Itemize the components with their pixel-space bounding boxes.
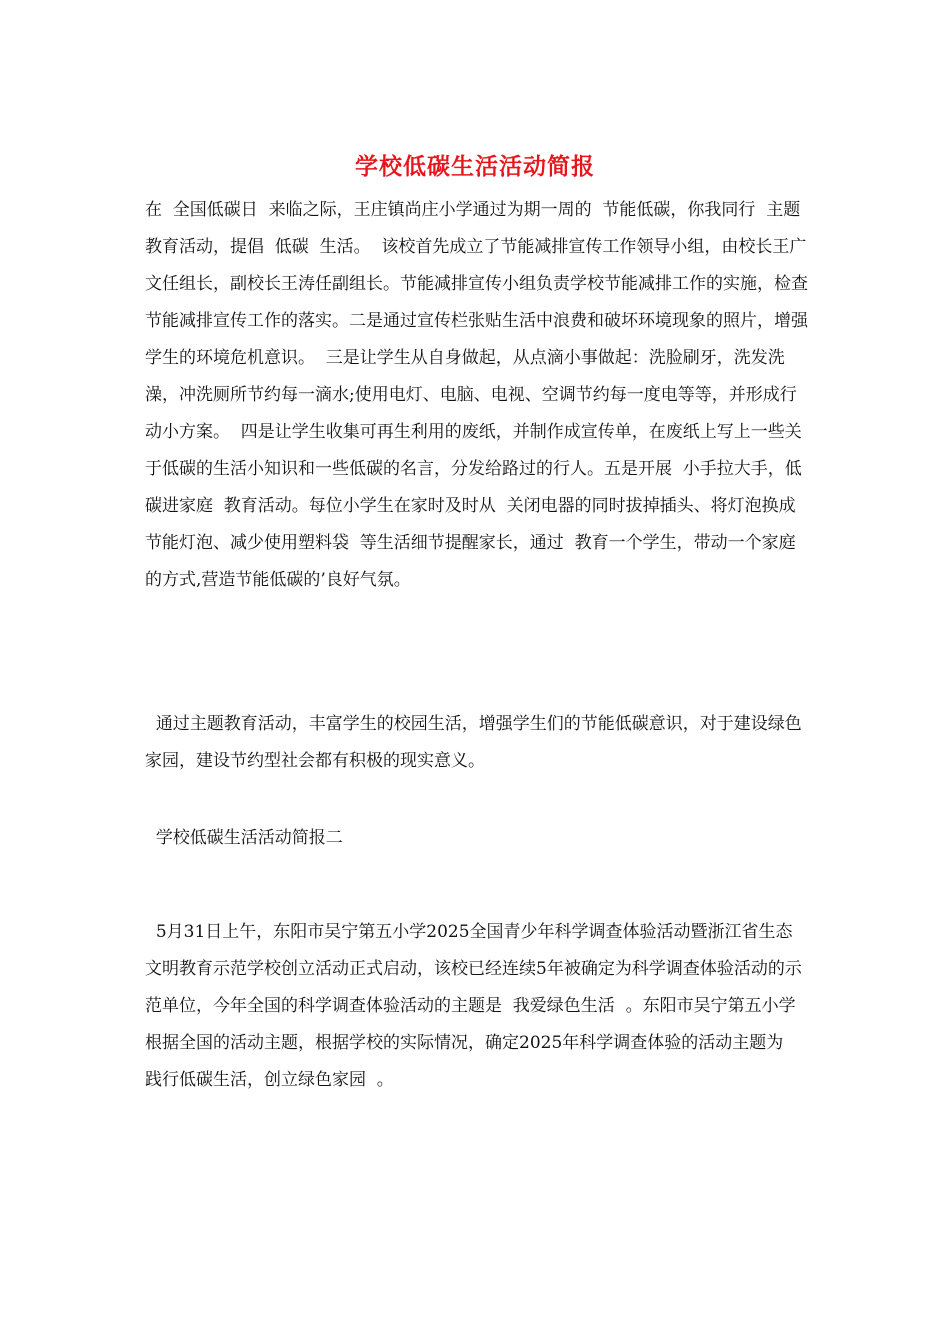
paragraph-second-report: 5月31日上午，东阳市吴宁第五小学2025全国青少年科学调查体验活动暨浙江省生态文明教育示范学校创立活动正式启动，该校已经连续5年被确定为科学调查体验活动的示范单位，今年全国的科学调查体验活动的主题是 我爱绿色生活 。东阳市吴宁第五小学根据全国的活动主题，根据学校的实际情况，确定2025年科学调查体验的活动主题为 践行低碳生活，创立绿色家园 。: [145, 922, 802, 1090]
section-heading-two: 学校低碳生活活动简报二: [145, 828, 343, 848]
document-title: 学校低碳生活活动简报: [355, 153, 595, 180]
paragraph-summary: 通过主题教育活动，丰富学生的校园生活，增强学生们的节能低碳意识，对于建设绿色家园，建设节约型社会都有积极的现实意义。: [145, 714, 802, 771]
paragraph-intro: 在 全国低碳日 来临之际，王庄镇尚庄小学通过为期一周的 节能低碳，你我同行 主题教育活动，提倡 低碳 生活。 该校首先成立了节能减排宣传工作领导小组，由校长王广文任组长，副校长王涛任副组长。节能减排宣传小组负责学校节能减排工作的实施，检查节能减排宣传工作的落实。二是通过宣传栏张贴生活中浪费和破坏环境现象的照片，增强学生的环境危机意识。 三是让学生从自身做起，从点滴小事做起：洗脸刷牙，洗发洗澡，冲洗厕所节约每一滴水;使用电灯、电脑、电视、空调节约每一度电等等，并形成行动小方案。 四是让学生收集可再生利用的废纸，并制作成宣传单，在废纸上写上一些关于低碳的生活小知识和一些低碳的名言，分发给路过的行人。五是开展 小手拉大手，低碳进家庭 教育活动。每位小学生在家时及时从 关闭电器的同时拔掉插头、将灯泡换成节能灯泡、减少使用塑料袋 等生活细节提醒家长，通过 教育一个学生，带动一个家庭 的方式,营造节能低碳的’良好气氛。: [145, 200, 808, 590]
